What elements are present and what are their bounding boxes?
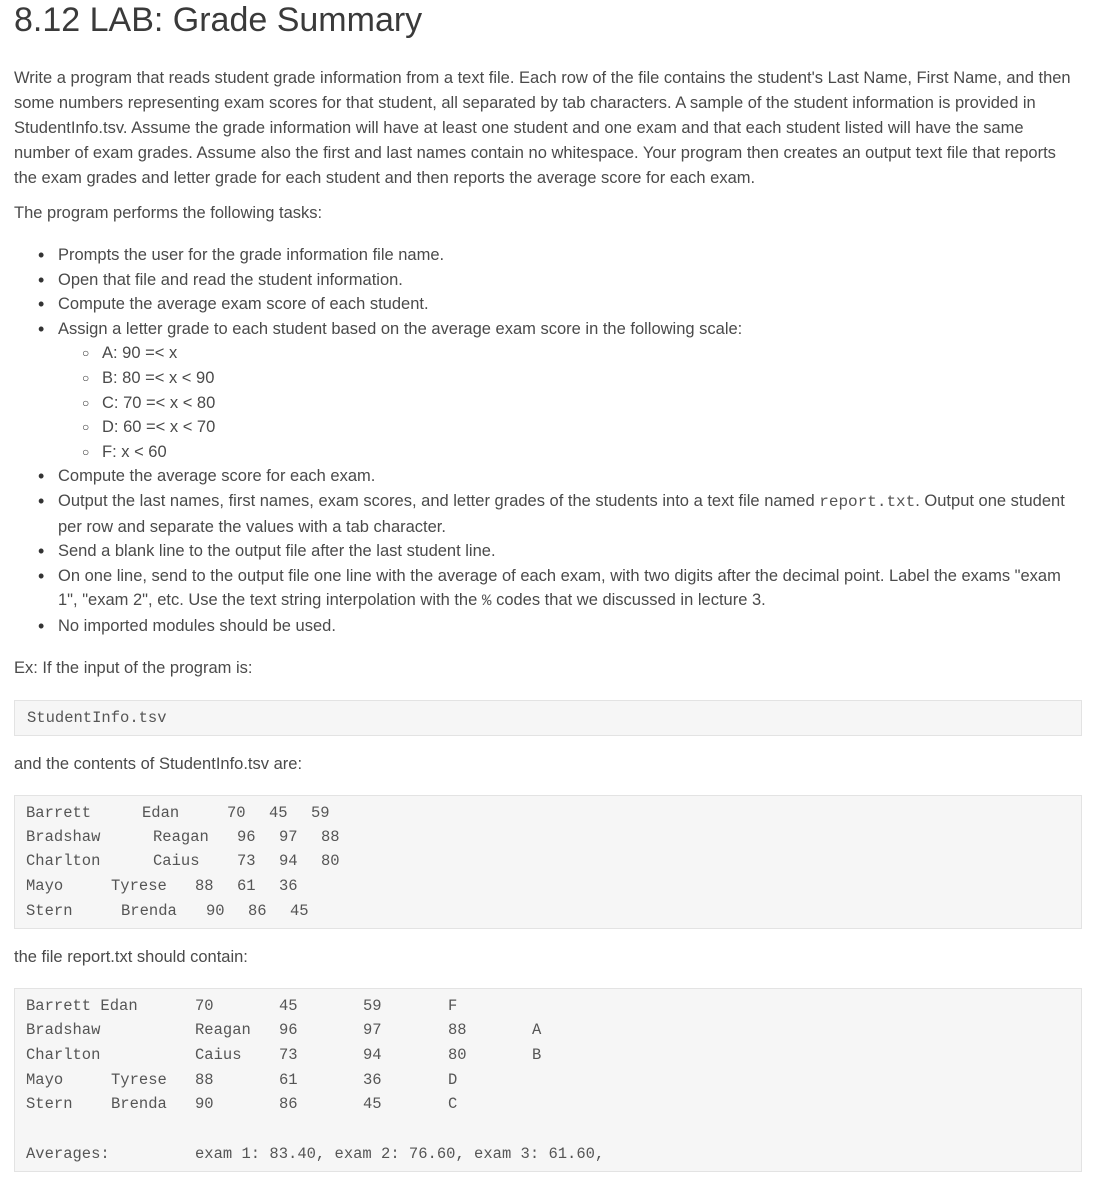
tsv-cell: 88	[321, 828, 340, 846]
report-cell: 70	[195, 997, 214, 1015]
tsv-cell: Barrett	[26, 804, 92, 822]
tsv-cell: 96	[237, 828, 256, 846]
report-cell: Tyrese	[111, 1071, 167, 1089]
task-item: • No imported modules should be used.	[58, 614, 1082, 639]
tsv-cell: Edan	[142, 804, 180, 822]
contents-label: and the contents of StudentInfo.tsv are:	[14, 755, 303, 773]
tsv-cell: 61	[237, 877, 256, 895]
report-cell: Mayo	[26, 1071, 64, 1089]
task-text: . Output one student per row and separate the values with a tab character.	[58, 491, 1065, 536]
scale-item: ○ F: x < 60	[102, 440, 1082, 465]
tsv-cell: Reagan	[153, 828, 209, 846]
scale-item: ○ C: 70 =< x < 80	[102, 391, 1082, 416]
tasks-intro: The program performs the following tasks:	[14, 204, 323, 222]
tsv-cell: 70	[227, 804, 246, 822]
task-text: codes that we discussed in lecture 3.	[491, 591, 766, 610]
task-item: • Send a blank line to the output file after the last student line.	[58, 539, 1082, 564]
report-cell: Brenda	[111, 1095, 167, 1113]
page-title: 8.12 LAB: Grade Summary	[14, 1, 423, 39]
task-item	[58, 489, 1082, 539]
scale-item: ○ D: 60 =< x < 70	[102, 415, 1082, 440]
report-cell: 97	[363, 1021, 382, 1039]
tsv-cell: 59	[311, 804, 330, 822]
report-cell: 94	[363, 1046, 382, 1064]
task-text: On one line, send to the output file one line with the average of each exam, with two digits after the decimal point. Label the exams "exam 1", "exam 2", etc. Use the text string interpolation with the	[58, 566, 1061, 610]
averages-value: exam 1: 83.40, exam 2: 76.60, exam 3: 61.60,	[195, 1145, 605, 1163]
report-cell: Barrett Edan	[26, 997, 138, 1015]
report-cell: Stern	[26, 1095, 73, 1113]
task-text: Assign a letter grade to each student based on the average exam score in the following scale:	[58, 319, 743, 338]
tsv-cell: 73	[237, 852, 256, 870]
report-cell: 90	[195, 1095, 214, 1113]
scale-item: ○ B: 80 =< x < 90	[102, 366, 1082, 391]
task-item: • Compute the average exam score of each student.	[58, 292, 1082, 317]
report-cell: F	[448, 997, 458, 1015]
task-item	[58, 317, 1082, 465]
report-cell: 73	[279, 1046, 298, 1064]
task-item: • Open that file and read the student information.	[58, 268, 1082, 293]
tsv-cell: Stern	[26, 902, 73, 920]
report-cell: 61	[279, 1071, 298, 1089]
task-item	[58, 564, 1082, 614]
tsv-cell: 94	[279, 852, 298, 870]
report-cell: 88	[448, 1021, 467, 1039]
task-item: • Prompts the user for the grade information file name.	[58, 243, 1082, 268]
tsv-cell: 97	[279, 828, 298, 846]
tsv-cell: Charlton	[26, 852, 101, 870]
report-cell: 88	[195, 1071, 214, 1089]
report-cell: 96	[279, 1021, 298, 1039]
task-text: Output the last names, first names, exam scores, and letter grades of the students into a text file named	[58, 491, 820, 510]
tsv-cell: 45	[269, 804, 288, 822]
report-contents-box	[14, 988, 1082, 1172]
report-cell: D	[448, 1071, 458, 1089]
report-cell: 80	[448, 1046, 467, 1064]
inline-code: report.txt	[819, 492, 916, 511]
example-input-text: StudentInfo.tsv	[27, 709, 167, 727]
grade-scale-list	[58, 341, 1082, 464]
tsv-cell: 45	[290, 902, 309, 920]
tsv-cell: 88	[195, 877, 214, 895]
report-cell: Reagan	[195, 1021, 251, 1039]
report-cell: B	[532, 1046, 542, 1064]
report-cell: 59	[363, 997, 382, 1015]
tsv-cell: 86	[248, 902, 267, 920]
tsv-cell: Mayo	[26, 877, 64, 895]
report-cell: Bradshaw	[26, 1021, 101, 1039]
report-cell: Charlton	[26, 1046, 101, 1064]
tsv-cell: 90	[206, 902, 225, 920]
tsv-cell: Bradshaw	[26, 828, 101, 846]
scale-item: ○ A: 90 =< x	[102, 341, 1082, 366]
tsv-cell: Brenda	[121, 902, 177, 920]
task-item: • Compute the average score for each exam.	[58, 464, 1082, 489]
report-cell: A	[532, 1021, 542, 1039]
tsv-contents-box	[14, 795, 1082, 929]
inline-code: %	[481, 592, 492, 611]
example-label: Ex: If the input of the program is:	[14, 659, 253, 677]
report-cell: 86	[279, 1095, 298, 1113]
averages-label: Averages:	[26, 1145, 110, 1163]
report-cell: C	[448, 1095, 458, 1113]
task-list	[14, 243, 1082, 639]
report-cell: 45	[363, 1095, 382, 1113]
report-cell: Caius	[195, 1046, 242, 1064]
intro-paragraph: Write a program that reads student grade information from a text file. Each row of the file contains the student's Last Name, First Name, and then some numbers representing exam scores for that student, all separated by tab characters. A sample of the student information is provided in StudentInfo.tsv. Assume the grade information will have at least one student and one exam and that each student listed will have the same number of exam grades. Assume also the first and last names contain no whitespace. Your program then creates an output text file that reports the exam grades and letter grade for each student and then reports the average score for each exam.	[14, 69, 1071, 187]
tsv-cell: 36	[279, 877, 298, 895]
tsv-cell: Caius	[153, 852, 200, 870]
report-label: the file report.txt should contain:	[14, 948, 248, 966]
report-cell: 36	[363, 1071, 382, 1089]
tsv-cell: Tyrese	[111, 877, 167, 895]
example-input-box	[14, 700, 1082, 736]
report-cell: 45	[279, 997, 298, 1015]
tsv-cell: 80	[321, 852, 340, 870]
